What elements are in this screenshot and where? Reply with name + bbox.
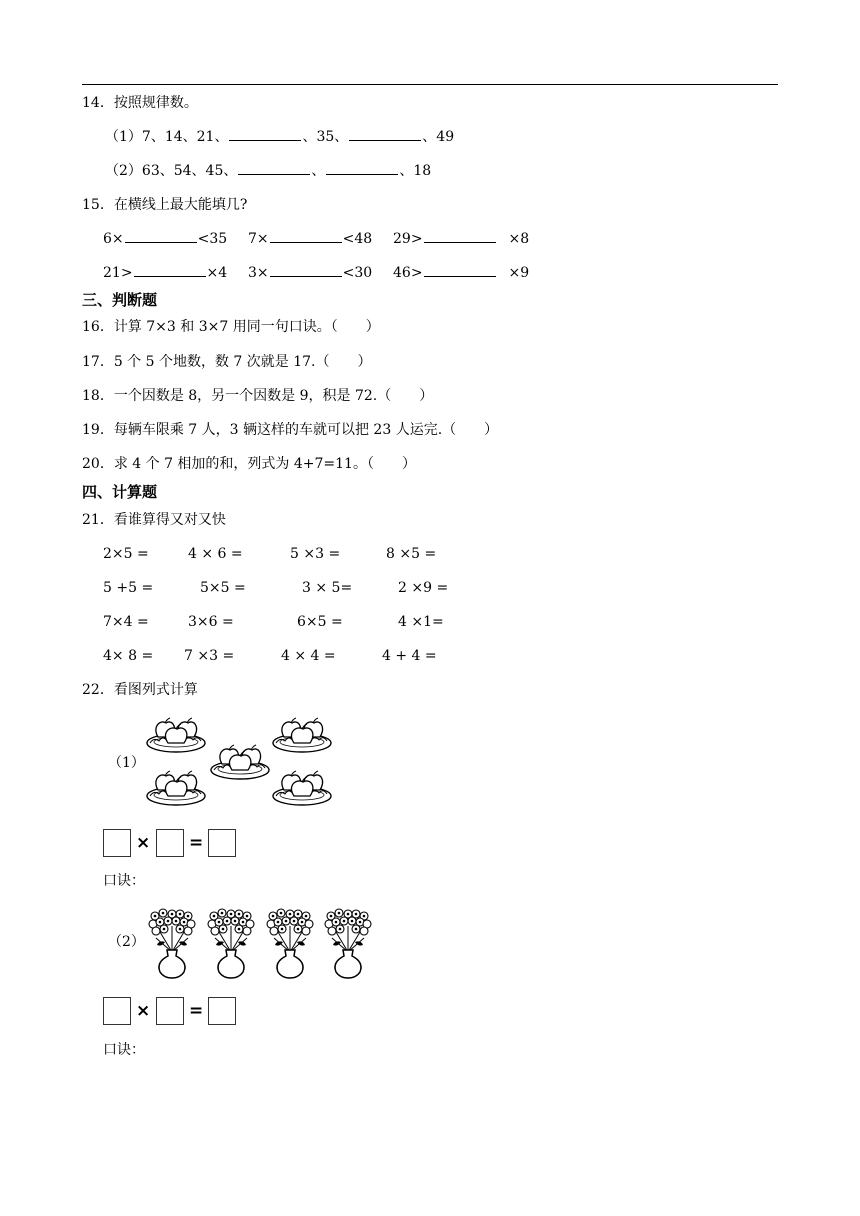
answer-box[interactable] <box>103 997 131 1025</box>
answer-blank[interactable] <box>270 230 342 243</box>
answer-box[interactable] <box>208 997 236 1025</box>
flower-vase-icon <box>146 908 198 980</box>
answer-blank[interactable] <box>125 230 197 243</box>
peach-plate-icon <box>146 713 206 753</box>
answer-box[interactable] <box>156 997 184 1025</box>
flower-vase-icon <box>264 908 316 980</box>
answer-blank[interactable] <box>349 128 421 141</box>
equation-boxes <box>103 829 243 859</box>
judge-item: 20．求 4 个 7 相加的和，列式为 4+7=11。（ ） <box>82 456 416 472</box>
answer-blank[interactable] <box>134 264 206 277</box>
calc-item: 5 ×3 = <box>290 546 341 562</box>
peach-plate-icon <box>146 766 206 806</box>
peach-plate-icon <box>210 740 270 780</box>
answer-blank[interactable] <box>326 162 398 175</box>
flower-vase-icon <box>322 908 374 980</box>
q22-part1-label: （1） <box>108 755 145 771</box>
calc-item: 2×5 = <box>103 546 149 562</box>
koujue-label: 口诀： <box>103 873 145 889</box>
calc-item: 4 × 6 = <box>188 546 243 562</box>
koujue-label: 口诀： <box>103 1042 145 1058</box>
answer-box[interactable] <box>103 829 131 857</box>
q22-title: 22．看图列式计算 <box>82 682 198 698</box>
calc-item: 7 ×3 = <box>184 648 235 664</box>
q15-title: 15．在横线上最大能填几? <box>82 197 248 213</box>
q14-title: 14．按照规律数。 <box>82 95 198 111</box>
calc-item: 7×4 = <box>103 614 149 630</box>
calc-item: 4 × 4 = <box>281 648 336 664</box>
equals-sign: = <box>189 1001 204 1021</box>
q15-item: 46> ×9 <box>393 265 530 281</box>
calc-item: 8 ×5 = <box>386 546 437 562</box>
judge-item: 17．5 个 5 个地数，数 7 次就是 17.（ ） <box>82 354 372 370</box>
answer-blank[interactable] <box>229 128 301 141</box>
calc-item: 3×6 = <box>188 614 234 630</box>
calc-item: 4× 8 = <box>103 648 154 664</box>
q22-part2-label: （2） <box>108 934 145 950</box>
peach-plate-icon <box>272 713 332 753</box>
answer-blank[interactable] <box>270 264 342 277</box>
q15-item: 6× <35 <box>103 231 228 247</box>
answer-blank[interactable] <box>424 264 496 277</box>
q15-item: 3× <30 <box>248 265 373 281</box>
calc-item: 4 + 4 = <box>382 648 437 664</box>
flower-vase-icon <box>205 908 257 980</box>
calc-item: 5×5 = <box>200 580 246 596</box>
q15-item: 7× <48 <box>248 231 373 247</box>
judge-item: 18．一个因数是 8，另一个因数是 9，积是 72.（ ） <box>82 388 434 404</box>
q14-line2: （2）63、54、45、 、 、18 <box>105 163 432 179</box>
q14-line1: （1）7、14、21、 、35、 、49 <box>105 129 455 145</box>
equals-sign: = <box>189 833 204 853</box>
calc-item: 4 ×1= <box>398 614 444 630</box>
q15-item: 29> ×8 <box>393 231 530 247</box>
answer-box[interactable] <box>156 829 184 857</box>
answer-box[interactable] <box>208 829 236 857</box>
calc-item: 6×5 = <box>297 614 343 630</box>
equation-boxes <box>103 997 243 1027</box>
times-sign: × <box>136 1001 151 1021</box>
judge-item: 16．计算 7×3 和 3×7 用同一句口诀。（ ） <box>82 319 380 335</box>
header-rule <box>82 84 778 85</box>
calc-item: 5 +5 = <box>103 580 154 596</box>
answer-blank[interactable] <box>238 162 310 175</box>
peach-plate-icon <box>272 766 332 806</box>
section-heading-judge: 三、判断题 <box>82 291 158 309</box>
calc-item: 2 ×9 = <box>398 580 449 596</box>
calc-item: 3 × 5= <box>302 580 353 596</box>
section-heading-calc: 四、计算题 <box>82 483 158 501</box>
q21-title: 21．看谁算得又对又快 <box>82 512 226 528</box>
judge-item: 19．每辆车限乘 7 人，3 辆这样的车就可以把 23 人运完.（ ） <box>82 422 499 438</box>
times-sign: × <box>136 833 151 853</box>
answer-blank[interactable] <box>424 230 496 243</box>
q15-item: 21> ×4 <box>103 265 228 281</box>
